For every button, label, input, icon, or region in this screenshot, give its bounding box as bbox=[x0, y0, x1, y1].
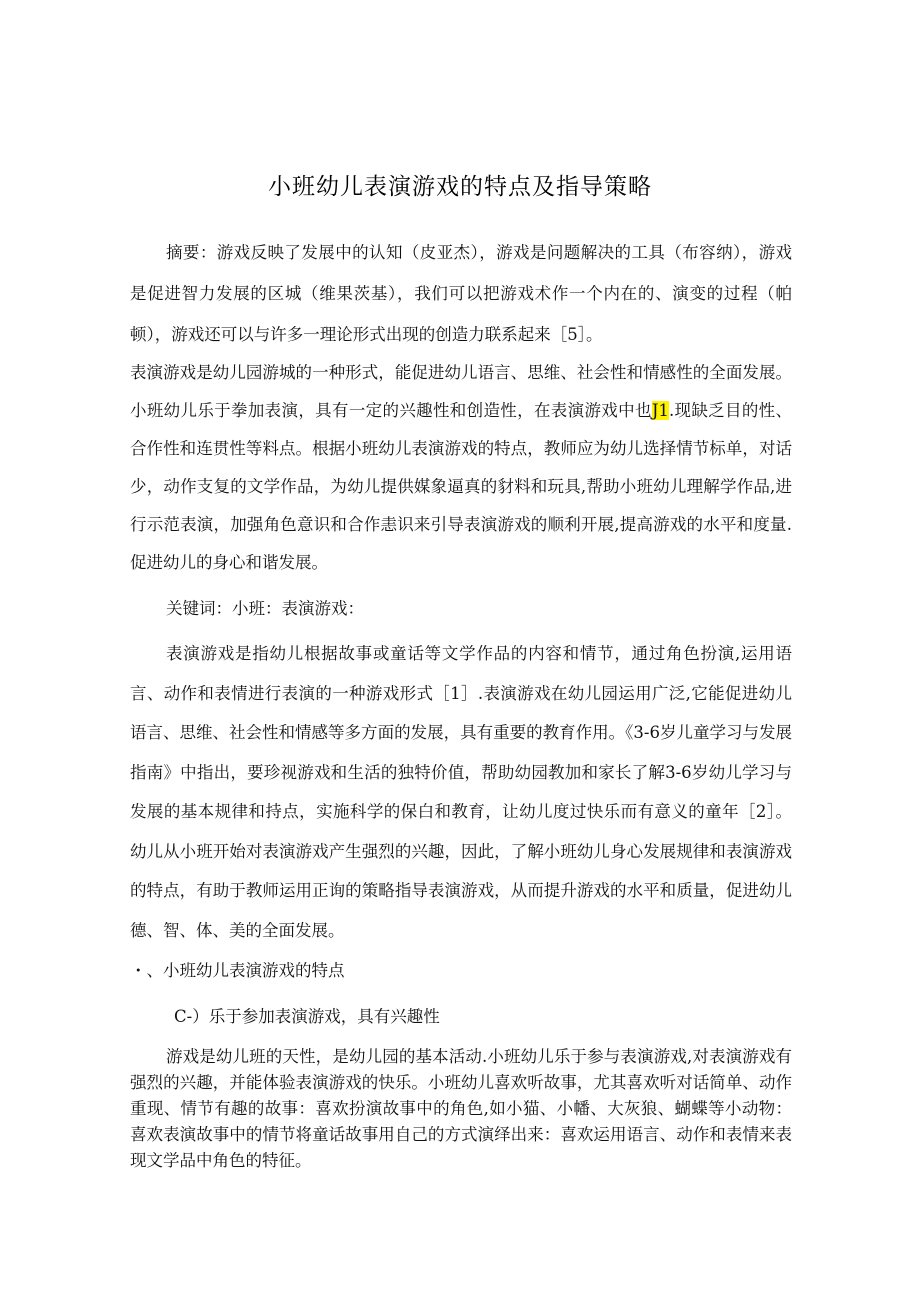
document-title: 小班幼儿表演游戏的特点及指导策略 bbox=[268, 174, 652, 200]
intro-paragraph: 表演游戏是指幼儿根据故事或童话等文学作品的内容和情节，通过角色扮演,运用语言、动作和表情进行表演的一种游戏形式［1］.表演游戏在幼儿园运用广泛,它能促进幼儿语言、思维、社会性和情感等多方面的发展，具有重要的教育作用。《3-6岁儿童学习与发展指南》中指出，要珍视游戏和生活的独特价值，帮助幼园教加和家长了解3-6岁幼儿学习与发展的基本规律和持点，实施科学的保白和教育，让幼儿度过快乐而有意义的童年［2］。幼儿从小班开始对表演游戏产生强烈的兴趣，因此，了解小班幼儿身心发展规律和表演游戏的特点，有助于教师运用正询的策略指导表演游戏，从而提升游戏的水平和质量，促进幼儿德、智、体、美的全面发展。 bbox=[130, 644, 792, 940]
section-heading: ・、小班幼儿表演游戏的特点 bbox=[130, 961, 345, 980]
keywords-line: 关键词：小班：表演游戏： bbox=[166, 599, 364, 618]
body-paragraph-1 bbox=[130, 354, 792, 582]
highlighted-text: J1 bbox=[651, 401, 669, 420]
subsection-heading: C-）乐于参加表演游戏，具有兴趣性 bbox=[174, 1007, 440, 1026]
abstract-paragraph: 摘要：游戏反映了发展中的认知（皮亚杰），游戏是问题解决的工具（布容纳），游戏是促进智力发展的区城（维果茨基），我们可以把游戏术作一个内在的、演变的过程（帕顿），游戏还可以与许多一理论形式出现的创造力联系起来［5］。 bbox=[130, 243, 792, 344]
body-paragraph-1-text-b: .现缺乏目的性、合作性和连贯性等料点。根据小班幼儿表演游戏的特点，教师应为幼儿选择情节标单，对话少，动作支复的文学作品，为幼儿提供媒象逼真的豺料和玩具,帮助小班幼儿理解学作品,进行示范表演，加强角色意识和合作恚识来引导表演游戏的顺利开展,提高游戏的水平和度量.促进幼儿的身心和谐发展。 bbox=[130, 401, 793, 572]
body-paragraph-1-text-a: 表演游戏是幼儿园游城的一种形式，能促进幼儿语言、思维、社会性和情感性的全面发展。小班幼儿乐于拳加表演，具有一定的兴趣性和创造性，在表演游戏中也 bbox=[130, 363, 792, 420]
body-paragraph-2: 游戏是幼儿班的天性，是幼儿园的基本活动.小班幼儿乐于参与表演游戏,对表演游戏有强烈的兴趣，并能体验表演游戏的快乐。小班幼儿喜欢听故事，尤其喜欢听对话简单、动作重现、情节有趣的故事：喜欢扮演故事中的角色,如小猫、小幡、大灰狼、蝴蝶等小动物：喜欢表演故事中的情节将童话故事用自己的方式演绎出来：喜欢运用语言、动作和表情来表现文学品中角色的特征。 bbox=[130, 1047, 792, 1170]
